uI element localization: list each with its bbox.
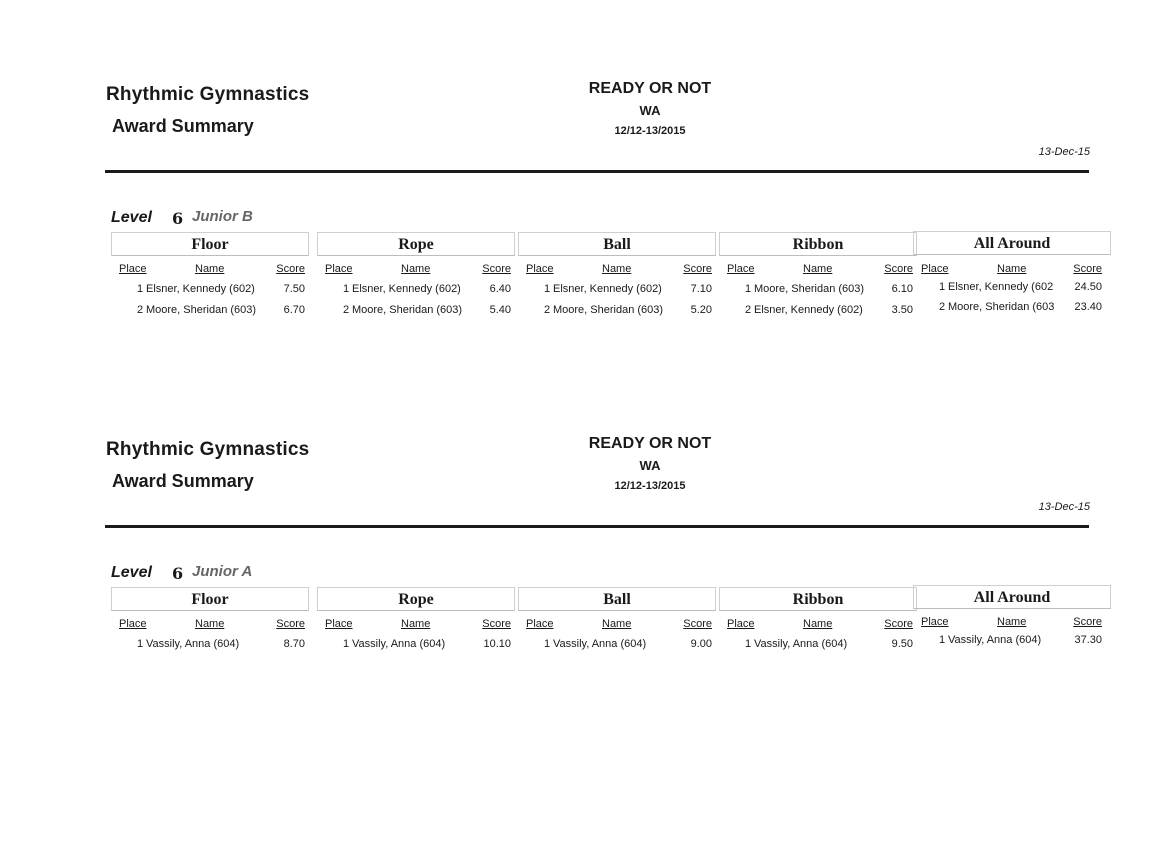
apparatus-title: Ribbon [719,587,917,611]
place-value: 1 [745,283,752,295]
score-header: Score [1073,616,1102,628]
gymnast-name: Vassily, Anna (604) [948,634,1042,646]
score-header: Score [884,263,913,275]
name-header: Name [195,263,225,275]
place-value: 1 [137,638,144,650]
score-value: 6.10 [891,283,913,295]
score-value: 3.50 [891,304,913,316]
score-value: 37.30 [1074,634,1102,646]
result-row [518,304,716,322]
event-dates: 12/12-13/2015 [614,480,686,492]
place-header: Place [119,618,147,630]
name-header: Name [803,618,833,630]
score-header: Score [276,618,305,630]
award-summary-section [0,0,1169,316]
gymnast-name: Elsner, Kennedy (602 [948,281,1054,293]
score-value: 10.10 [483,638,511,650]
name-header: Name [803,263,833,275]
org-title: Rhythmic Gymnastics [106,84,310,105]
place-value: 1 [544,638,551,650]
score-value: 9.00 [690,638,712,650]
result-row [913,634,1111,652]
gymnast-name: Elsner, Kennedy (602) [754,304,863,316]
name-header: Name [401,618,431,630]
name-header: Name [602,263,632,275]
gymnast-name: Elsner, Kennedy (602) [553,283,662,295]
score-value: 5.40 [489,304,511,316]
gymnast-name: Vassily, Anna (604) [352,638,446,650]
place-value: 1 [939,281,946,293]
result-row [913,281,1111,299]
score-value: 9.50 [891,638,913,650]
apparatus-title: Rope [317,232,515,256]
result-row [518,638,716,656]
place-value: 1 [137,283,144,295]
name-header: Name [401,263,431,275]
apparatus-title: Ball [518,587,716,611]
score-header: Score [276,263,305,275]
apparatus-title: Rope [317,587,515,611]
result-row [913,301,1111,319]
place-value: 2 [939,301,946,313]
header-divider [105,170,1089,173]
gymnast-name: Moore, Sheridan (603 [948,301,1055,313]
name-header: Name [195,618,225,630]
result-row [518,283,716,301]
level-label: Level [111,209,152,226]
result-row [111,638,309,656]
place-value: 1 [745,638,752,650]
place-header: Place [526,618,554,630]
place-header: Place [325,263,353,275]
result-row [719,638,917,656]
division-label: Junior A [192,563,253,580]
place-header: Place [526,263,554,275]
result-row [719,304,917,322]
place-value: 1 [544,283,551,295]
place-value: 2 [137,304,144,316]
apparatus-title: Ribbon [719,232,917,256]
score-value: 7.10 [690,283,712,295]
result-row [317,304,515,322]
gymnast-name: Vassily, Anna (604) [146,638,240,650]
score-header: Score [482,263,511,275]
score-value: 7.50 [283,283,305,295]
gymnast-name: Elsner, Kennedy (602) [146,283,255,295]
gymnast-name: Elsner, Kennedy (602) [352,283,461,295]
place-value: 2 [745,304,752,316]
apparatus-title: Ball [518,232,716,256]
score-header: Score [1073,263,1102,275]
place-header: Place [921,263,949,275]
event-name: READY OR NOT [588,80,712,97]
event-dates: 12/12-13/2015 [614,125,686,137]
org-title: Rhythmic Gymnastics [106,439,310,460]
apparatus-title: All Around [913,231,1111,255]
score-header: Score [482,618,511,630]
score-value: 8.70 [283,638,305,650]
event-name: READY OR NOT [588,435,712,452]
report-title: Award Summary [112,116,254,136]
score-header: Score [683,618,712,630]
score-header: Score [683,263,712,275]
result-row [317,283,515,301]
division-label: Junior B [192,208,253,225]
apparatus-title: Floor [111,232,309,256]
report-title: Award Summary [112,471,254,491]
score-value: 6.40 [489,283,511,295]
level-label: Level [111,564,152,581]
place-value: 1 [343,638,350,650]
gymnast-name: Moore, Sheridan (603) [553,304,664,316]
score-value: 23.40 [1074,301,1102,313]
place-value: 1 [343,283,350,295]
result-row [719,283,917,301]
header-divider [105,525,1089,528]
score-value: 6.70 [283,304,305,316]
name-header: Name [602,618,632,630]
apparatus-title: Floor [111,587,309,611]
result-row [317,638,515,656]
result-row [111,283,309,301]
place-value: 1 [939,634,946,646]
gymnast-name: Moore, Sheridan (603) [352,304,463,316]
print-date: 13-Dec-15 [1038,146,1090,158]
score-value: 24.50 [1074,281,1102,293]
gymnast-name: Moore, Sheridan (603) [146,304,257,316]
name-header: Name [997,616,1027,628]
place-value: 2 [343,304,350,316]
place-header: Place [325,618,353,630]
level-number: 6 [172,564,184,583]
place-header: Place [727,263,755,275]
place-value: 2 [544,304,551,316]
gymnast-name: Moore, Sheridan (603) [754,283,865,295]
event-state: WA [639,458,661,473]
gymnast-name: Vassily, Anna (604) [553,638,647,650]
event-state: WA [639,103,661,118]
print-date: 13-Dec-15 [1038,501,1090,513]
name-header: Name [997,263,1027,275]
place-header: Place [727,618,755,630]
place-header: Place [921,616,949,628]
result-row [111,304,309,322]
score-header: Score [884,618,913,630]
score-value: 5.20 [690,304,712,316]
place-header: Place [119,263,147,275]
gymnast-name: Vassily, Anna (604) [754,638,848,650]
apparatus-title: All Around [913,585,1111,609]
level-number: 6 [172,209,184,228]
award-summary-section [0,355,1169,650]
